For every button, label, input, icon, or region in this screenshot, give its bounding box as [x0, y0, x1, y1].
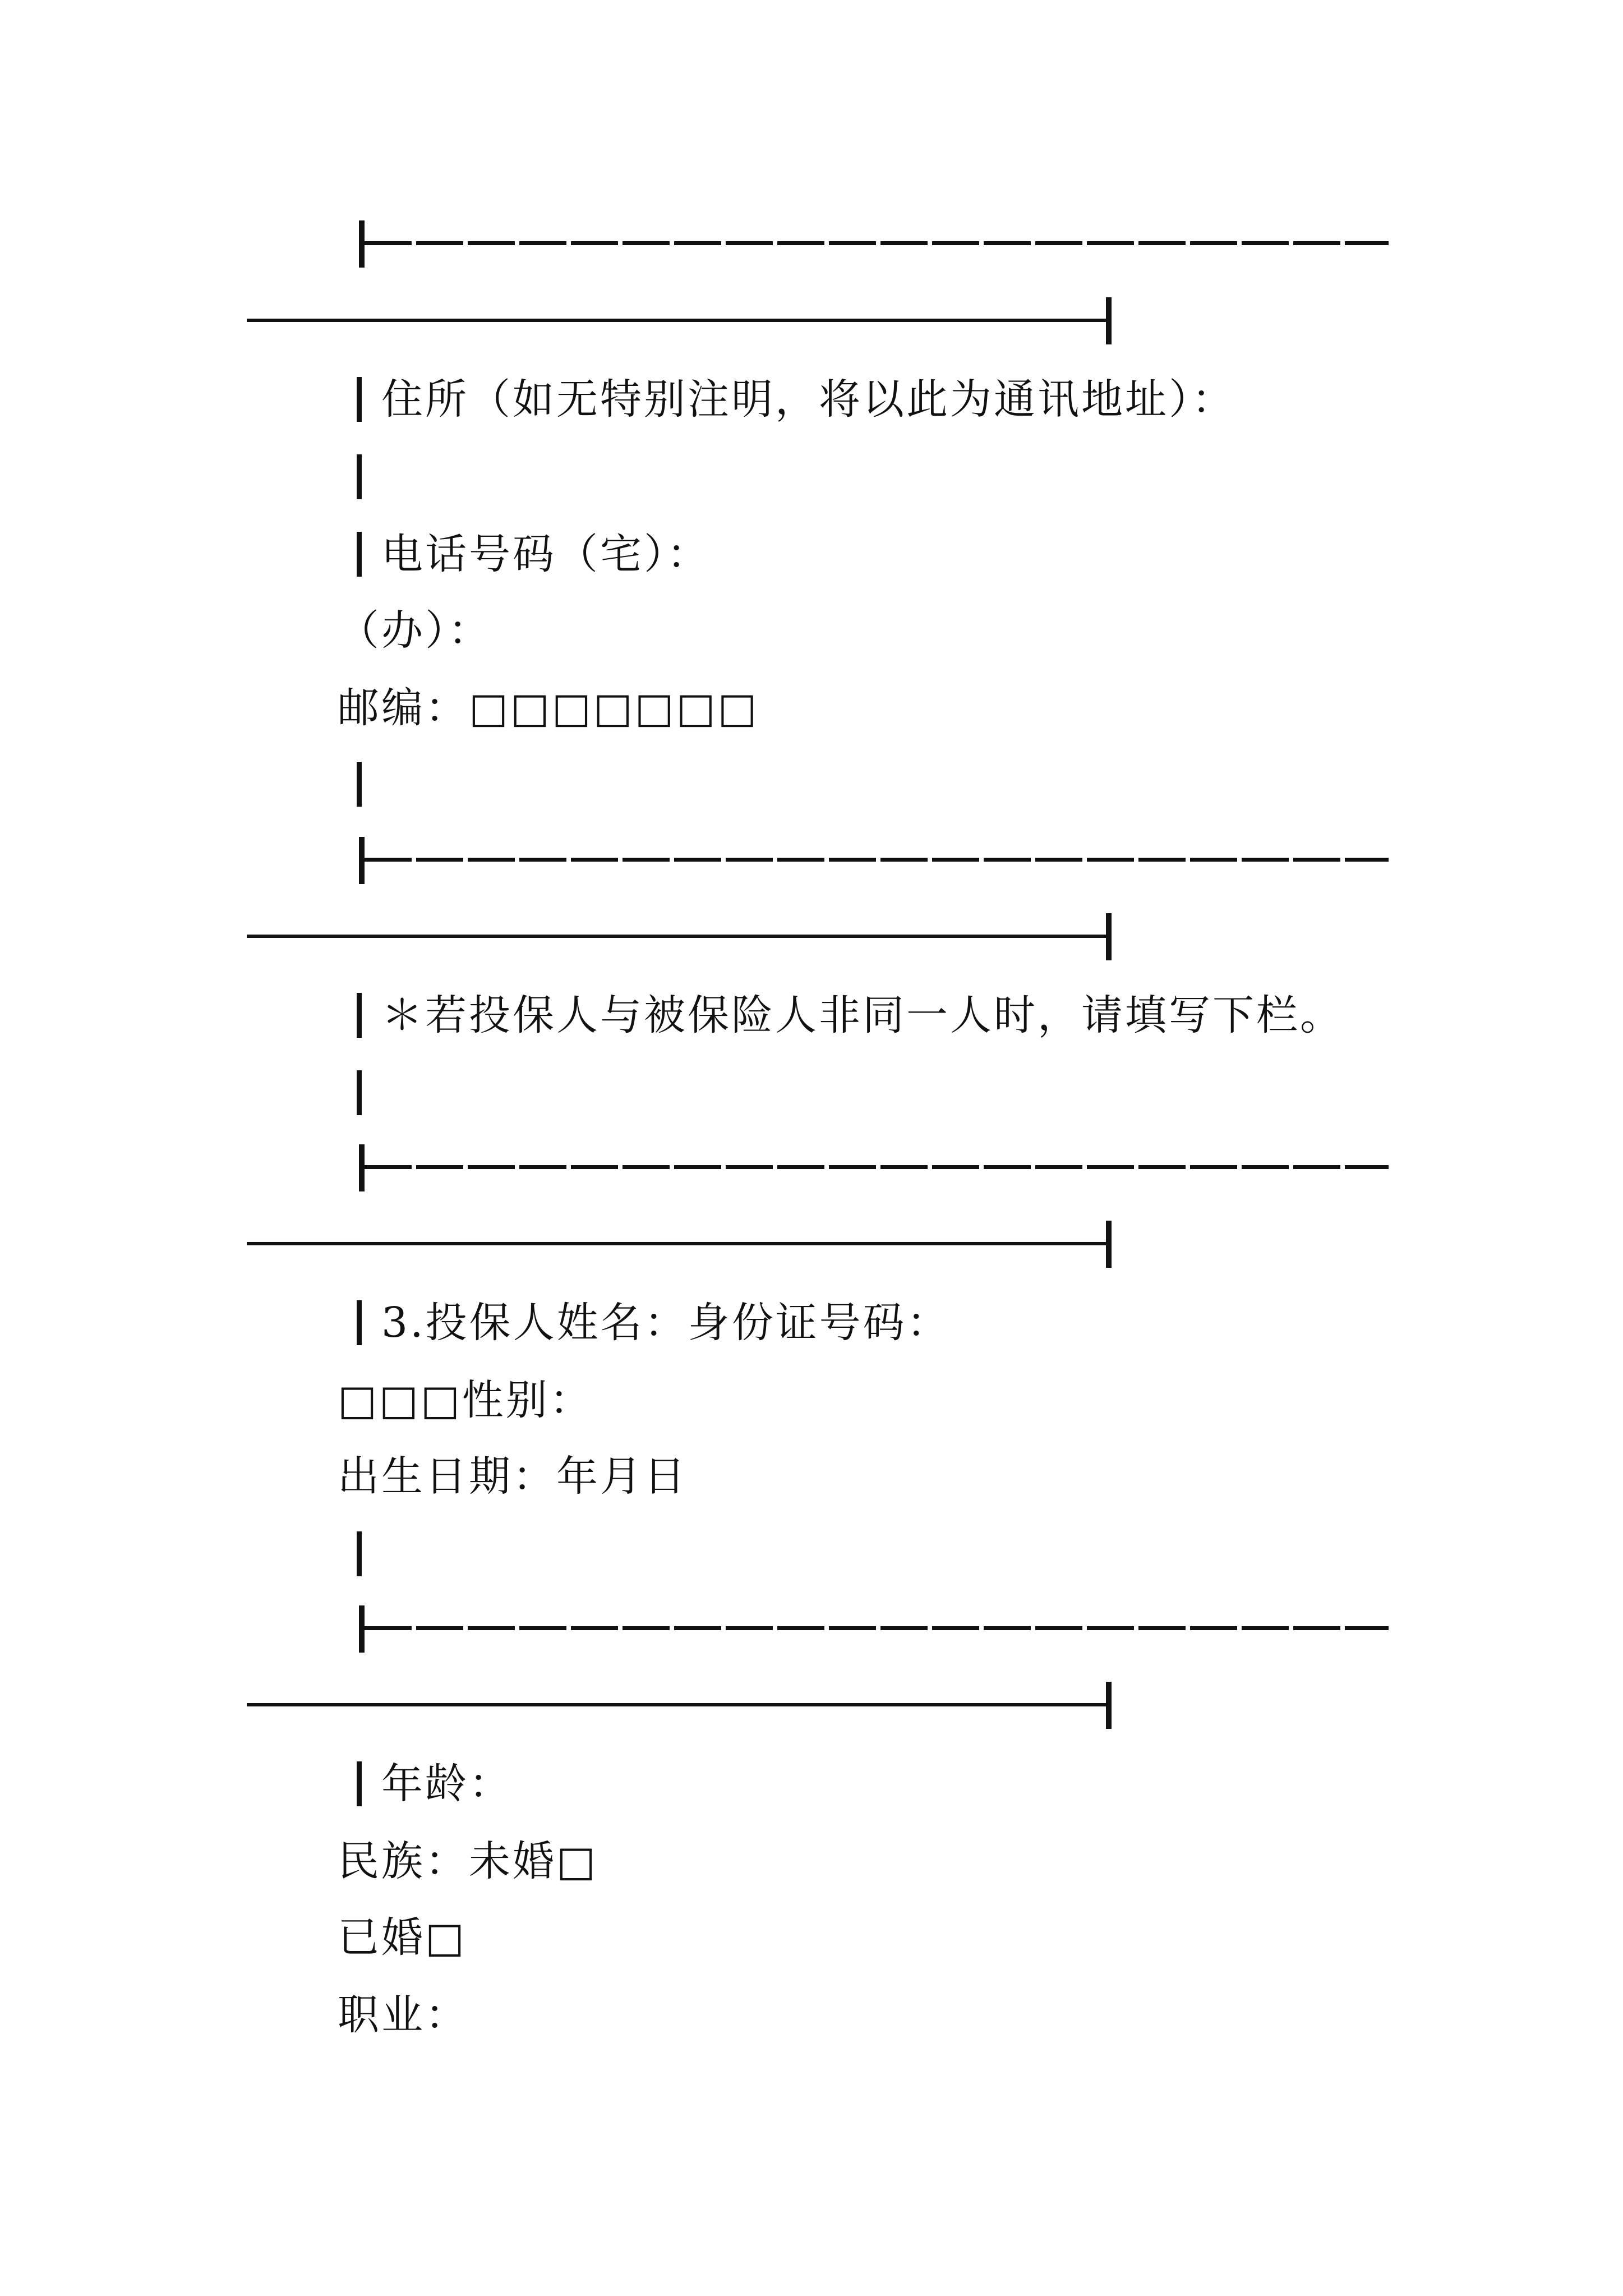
blank-row — [0, 446, 1623, 508]
blank-row — [0, 1523, 1623, 1585]
id-gender-label: □□□性别： — [338, 1376, 593, 1424]
birth-date-row — [0, 1446, 1623, 1507]
age-row — [0, 1753, 1623, 1815]
table-border-bar — [357, 1761, 362, 1806]
age-label: 年龄： — [381, 1760, 513, 1808]
table-border-bar — [357, 1070, 362, 1115]
table-rule-top — [359, 1144, 1389, 1191]
table-border-bar — [357, 993, 362, 1038]
postcode-row — [0, 677, 1623, 739]
postcode-label: 邮编：□□□□□□□ — [338, 684, 759, 732]
id-gender-row — [0, 1369, 1623, 1431]
phone-office-label: （办）： — [338, 606, 492, 655]
table-rule-top — [359, 1605, 1389, 1653]
married-label: 已婚□ — [338, 1913, 467, 1962]
occupation-row — [0, 1984, 1623, 2046]
occupation-label: 职业： — [338, 1991, 469, 2039]
address-label: 住所（如无特别注明，将以此为通讯地址）： — [381, 375, 1235, 424]
policyholder-name-row — [0, 1292, 1623, 1354]
blank-row — [0, 753, 1623, 815]
blank-row — [0, 1062, 1623, 1124]
table-border-bar — [357, 377, 362, 422]
ethnicity-unmarried-label: 民族：未婚□ — [338, 1837, 598, 1885]
birth-date-label: 出生日期：年月日 — [338, 1452, 688, 1501]
phone-home-row — [0, 523, 1623, 585]
phone-office-row — [0, 600, 1623, 661]
table-rule-top — [359, 220, 1389, 268]
table-rule-bottom — [247, 913, 1112, 960]
policyholder-note-row — [0, 984, 1623, 1046]
table-border-bar — [357, 1300, 362, 1345]
table-rule-bottom — [247, 297, 1112, 344]
table-rule-bottom — [247, 1682, 1112, 1729]
policyholder-note: ＊若投保人与被保险人非同一人时，请填写下栏。 — [381, 991, 1344, 1039]
table-border-bar — [357, 454, 362, 499]
policyholder-name-label: 3.投保人姓名：身份证号码： — [381, 1299, 951, 1347]
table-rule-top — [359, 837, 1389, 884]
table-border-bar — [357, 762, 362, 807]
phone-home-label: 电话号码（宅）： — [381, 530, 711, 578]
table-border-bar — [357, 532, 362, 577]
table-rule-bottom — [247, 1221, 1112, 1268]
married-row — [0, 1907, 1623, 1968]
address-row — [0, 369, 1623, 430]
table-border-bar — [357, 1531, 362, 1576]
ethnicity-row — [0, 1830, 1623, 1892]
